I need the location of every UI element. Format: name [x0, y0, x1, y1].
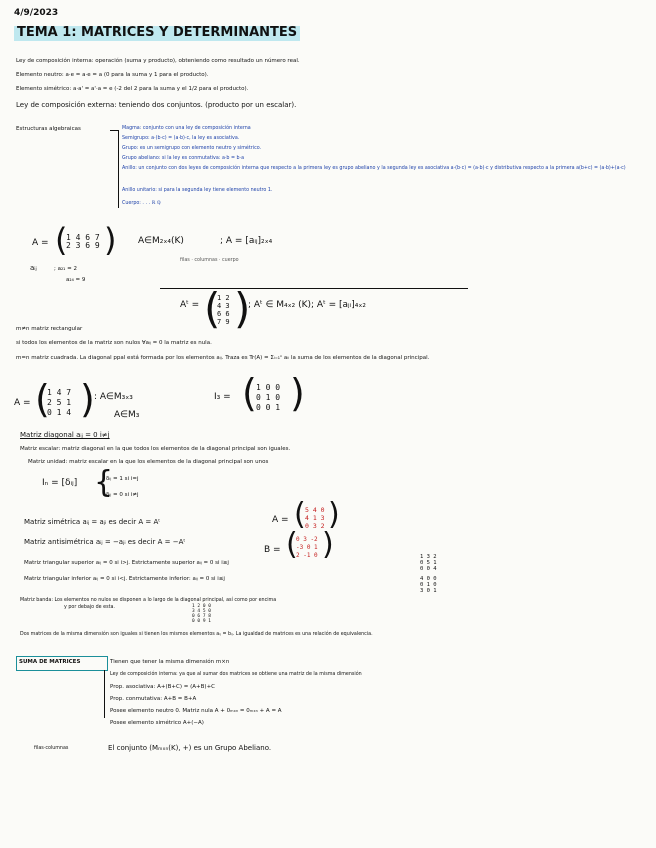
square-a-row: 2 5 1: [47, 398, 72, 407]
matrix-a-row: 1 4 6 7: [66, 233, 100, 242]
lower-row: 4 0 0: [420, 576, 437, 582]
lower-row: 0 1 0: [420, 582, 437, 588]
suma-prop-interna: Ley de composición interna: ya que al sumar dos matrices se obtiene una matriz de la misma dimensión: [110, 672, 362, 677]
paren-right-icon: ): [290, 371, 305, 415]
identity-row: 0 1 0: [256, 393, 281, 402]
suma-conclusion: El conjunto (Mₘₓₙ(K), +) es un Grupo Abeliano.: [108, 744, 272, 752]
upper-row: 0 5 1: [420, 560, 437, 566]
matrix-a-label: A =: [32, 238, 49, 248]
date: 4/9/2023: [14, 8, 59, 18]
estructura-grupo: Grupo: es un semigrupo con elemento neutro y simétrico.: [122, 146, 262, 151]
type-diagonal: Matriz diagonal aᵢⱼ = 0 i≠j: [20, 431, 110, 439]
suma-prop-asociativa: Prop. asociativa: A+(B+C) = (A+B)+C: [110, 684, 216, 690]
estructura-semigrupo: Semigrupo: a·(b·c) = (a·b)·c, la ley es asociativa.: [122, 136, 240, 141]
square-a-in2: A∈M₃: [114, 410, 140, 420]
paren-right-icon: ): [322, 527, 334, 562]
paren-left-icon: (: [204, 284, 221, 333]
paren-right-icon: ): [328, 497, 340, 532]
brace-icon: {: [94, 465, 114, 500]
suma-simetrico: Posee elemento simétrico A+(−A): [110, 720, 204, 726]
band-row: 0 0 9 1: [192, 619, 211, 624]
suma-intro: Tienen que tener la misma dimensión m×n: [110, 659, 230, 665]
antisymmetric-row: -3 0 1: [296, 544, 318, 551]
a21-value: ; a₂₁ = 2: [54, 266, 77, 272]
matrices-iguales: Dos matrices de la misma dimensión son iguales si tienen los mismos elementos aᵢⱼ = bᵢⱼ. La igualdad de matrices es una relación de equivalencia.: [20, 632, 373, 637]
symmetric-row: 5 4 0: [305, 506, 325, 514]
paren-right-icon: ): [104, 221, 117, 259]
type-banda-cont: y por debajo de esta.: [64, 605, 115, 610]
type-unidad: Matriz unidad: matriz escalar en la que los elementos de la diagonal principal son unos: [28, 459, 269, 465]
transpose-row: 1 2: [217, 294, 230, 302]
identity-def: Iₙ = [δᵢⱼ]: [42, 478, 78, 488]
paren-left-icon: (: [35, 377, 50, 421]
paren-right-icon: ): [80, 377, 95, 421]
def-ley-interna: Ley de composición interna: operación (suma y producto), obteniendo como resultado un número real.: [16, 58, 300, 64]
bullet-rectangular: m≠n matriz rectangular: [16, 326, 83, 332]
square-a-row: 0 1 4: [47, 408, 72, 417]
type-triangular-sup: Matriz triangular superior aᵢⱼ = 0 si i>j. Estrictamente superior aᵢⱼ = 0 si i≥j: [24, 560, 229, 566]
band-row: 3 4 5 0: [192, 609, 211, 614]
def-ley-externa: Ley de composición externa: teniendo dos conjuntos. (producto por un escalar).: [16, 101, 297, 109]
antisymmetric-label: B =: [264, 545, 281, 555]
aij-label: aᵢⱼ: [30, 264, 37, 272]
estructura-cuerpo: Cuerpo: . . . ℝ ℚ: [122, 201, 161, 206]
square-a-in1: : A∈M₃ₓ₃: [94, 392, 133, 402]
bullet-nula: si todos los elementos de la matriz son nulos ∀aᵢⱼ = 0 la matriz es nula.: [16, 340, 212, 346]
identity-row: 0 0 1: [256, 403, 281, 412]
identity-row: 1 0 0: [256, 383, 281, 392]
band-row: 1 2 0 0: [192, 604, 211, 609]
band-row: 0 6 7 8: [192, 614, 211, 619]
paren-left-icon: (: [294, 497, 306, 532]
upper-row: 1 3 2: [420, 554, 437, 560]
estructura-anillo-unitario: Anillo unitario: si para la segunda ley tiene elemento neutro 1.: [122, 188, 273, 193]
suma-heading: SUMA DE MATRICES: [19, 659, 81, 665]
estructura-grupo-abeliano: Grupo abeliano: si la ley es conmutativa: a·b = b·a: [122, 156, 245, 161]
estructuras-label: Estructuras algebraicas: [16, 126, 81, 132]
def-elemento-neutro: Elemento neutro: a·e = a·e = a (0 para la suma y 1 para el producto).: [16, 72, 209, 78]
antisymmetric-row: 2 -1 0: [296, 552, 318, 559]
upper-row: 0 0 4: [420, 566, 437, 572]
symmetric-label: A =: [272, 515, 289, 525]
suma-neutro: Posee elemento neutro 0. Matriz nula A + 0ₘₓₙ = 0ₘₓₙ + A = A: [110, 708, 282, 714]
kronecker-1: δᵢⱼ = 1 si i=j: [106, 476, 139, 482]
lower-row: 3 0 1: [420, 588, 437, 594]
transpose-row: 6 6: [217, 310, 230, 318]
paren-right-icon: ): [234, 284, 251, 333]
square-a-row: 1 4 7: [47, 388, 72, 397]
type-escalar: Matriz escalar: matriz diagonal en la que todos los elementos de la diagonal principal son iguales.: [20, 446, 291, 452]
estructura-anillo: Anillo: un conjunto con dos leyes de composición interna que respecto a la primera ley es grupo abeliano y la segunda ley es asociativa a·(b·c) = (a·b)·c y distributiva respecto a la primera a(b+c) = (a·b)+(a·c): [122, 166, 626, 171]
margin-note: filas·columnas: [34, 746, 69, 751]
identity-label: I₃ =: [214, 392, 231, 402]
a24-value: a₂₄ = 9: [66, 277, 86, 283]
paren-left-icon: (: [242, 371, 257, 415]
page-title: TEMA 1: MATRICES Y DETERMINANTES: [14, 26, 300, 41]
transpose-row: 7 9: [217, 318, 230, 326]
matrix-a-short: ; A = [aᵢⱼ]₂ₓ₄: [220, 236, 273, 246]
square-a-label: A =: [14, 398, 31, 408]
symmetric-row: 0 3 2: [305, 522, 325, 530]
transpose-row: 4 3: [217, 302, 230, 310]
paren-left-icon: (: [286, 527, 298, 562]
type-triangular-inf: Matriz triangular inferior aᵢⱼ = 0 si i<j. Estrictamente inferior: aᵢⱼ = 0 si i≤j: [24, 576, 225, 582]
transpose-label: Aᵗ =: [180, 300, 200, 310]
paren-left-icon: (: [55, 221, 68, 259]
matrix-notes: filas · columnas · cuerpo: [180, 258, 239, 263]
matrix-a-row: 2 3 6 9: [66, 241, 100, 250]
type-antisimetrica: Matriz antisimétrica aᵢⱼ = −aⱼᵢ es decir A = −Aᵗ: [24, 538, 186, 546]
suma-prop-conmutativa: Prop. conmutativa: A+B = B+A: [110, 696, 197, 702]
kronecker-0: δᵢⱼ = 0 si i≠j: [106, 492, 139, 498]
matrix-a-membership: A∈M₂ₓ₄(K): [138, 236, 184, 246]
estructura-magma: Magma: conjunto con una ley de composición interna: [122, 126, 251, 131]
type-simetrica: Matriz simétrica aᵢⱼ = aⱼᵢ es decir A = Aᵗ: [24, 518, 161, 526]
type-banda: Matriz banda: Los elementos no nulos se disponen a lo largo de la diagonal principal, así como por encima: [20, 598, 277, 603]
bullet-cuadrada: m=n matriz cuadrada. La diagonal ppal está formada por los elementos aᵢⱼ. Traza es Tr(A) = Σᵢ₌₁ⁿ aᵢᵢ la suma de los elementos de la diagonal principal.: [16, 355, 430, 361]
def-elemento-simetrico: Elemento simétrico: a·a' = a'·a = e (-2 del 2 para la suma y el 1/2 para el producto).: [16, 86, 249, 92]
antisymmetric-row: 0 3 -2: [296, 536, 318, 543]
symmetric-row: 4 1 3: [305, 514, 325, 522]
transpose-membership: ; Aᵗ ∈ M₄ₓ₂ (K); Aᵗ = [aⱼᵢ]₄ₓ₂: [248, 300, 366, 310]
